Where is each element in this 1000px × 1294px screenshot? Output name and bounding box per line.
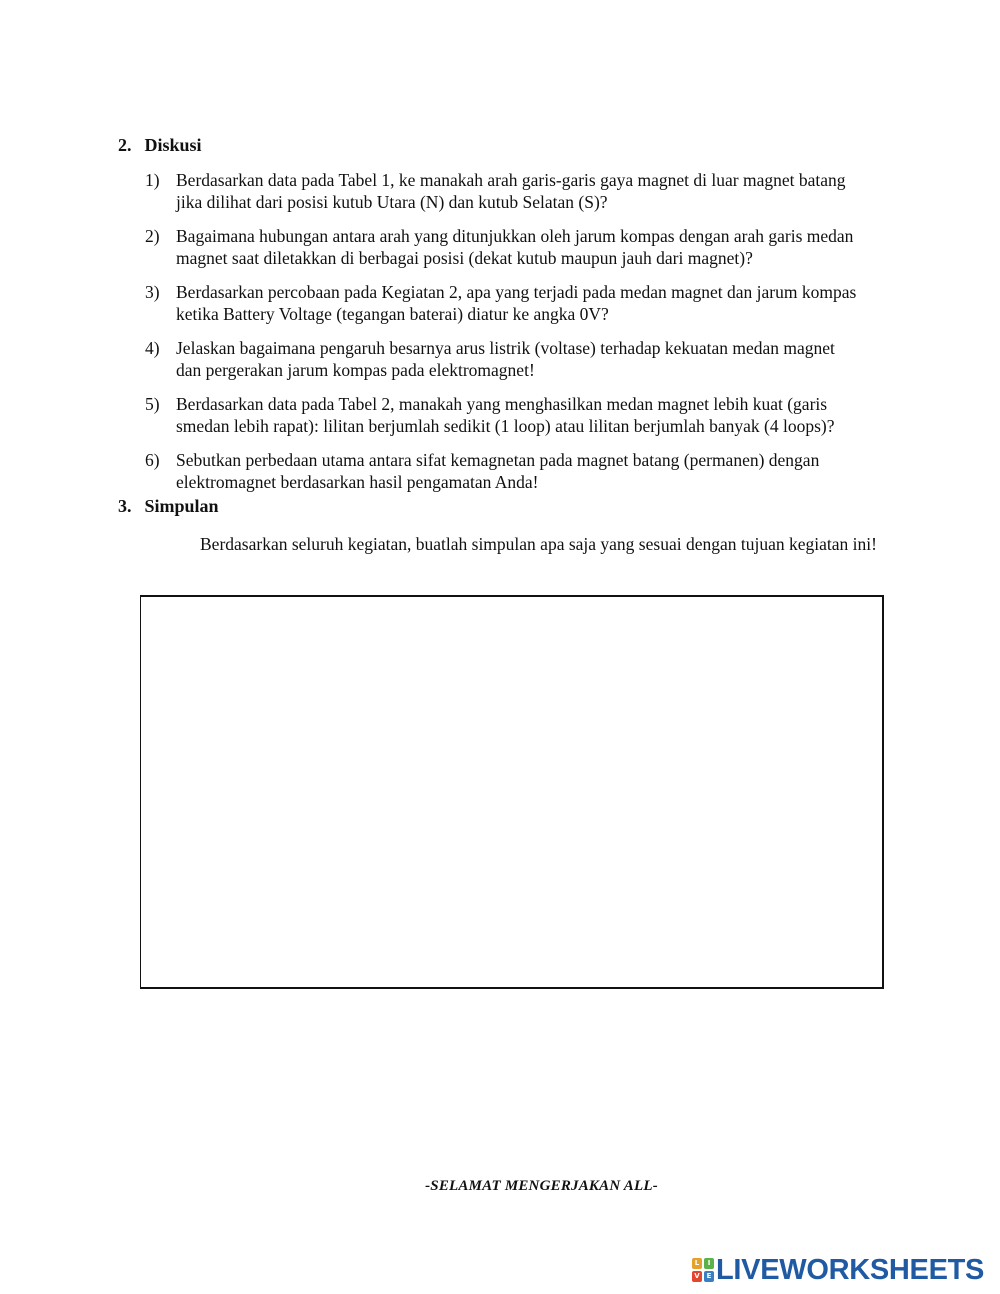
brand-name: LIVEWORKSHEETS — [716, 1254, 985, 1286]
discussion-question — [145, 169, 945, 213]
conclusion-instruction: Berdasarkan seluruh kegiatan, buatlah simpulan apa saja yang sesuai dengan tujuan kegiatan ini! — [200, 534, 877, 554]
discussion-question — [145, 393, 945, 437]
question-text-line: Berdasarkan data pada Tabel 1, ke manakah arah garis-garis gaya magnet di luar magnet batang — [176, 170, 846, 190]
section-title: Simpulan — [144, 496, 219, 516]
question-text-line: jika dilihat dari posisi kutub Utara (N) dan kutub Selatan (S)? — [176, 192, 608, 212]
question-text-line: Sebutkan perbedaan utama antara sifat kemagnetan pada magnet batang (permanen) dengan — [176, 450, 820, 470]
section-number: 2. — [118, 135, 132, 155]
logo-square: V — [692, 1271, 702, 1282]
logo-square: I — [704, 1258, 714, 1269]
question-number: 6) — [145, 450, 160, 470]
liveworksheets-brand[interactable] — [692, 1252, 984, 1288]
question-number: 5) — [145, 394, 160, 414]
question-text-line: magnet saat diletakkan di berbagai posisi (dekat kutub maupun jauh dari magnet)? — [176, 248, 753, 268]
closing-message: -SELAMAT MENGERJAKAN ALL- — [425, 1178, 658, 1194]
conclusion-answer-box[interactable] — [140, 595, 884, 989]
question-text-line: dan pergerakan jarum kompas pada elektromagnet! — [176, 360, 535, 380]
question-text-line: Berdasarkan data pada Tabel 2, manakah yang menghasilkan medan magnet lebih kuat (garis — [176, 394, 828, 414]
section-title: Diskusi — [144, 135, 202, 155]
question-text-line: elektromagnet berdasarkan hasil pengamatan Anda! — [176, 472, 539, 492]
question-number: 1) — [145, 170, 160, 190]
logo-square: E — [704, 1271, 714, 1282]
discussion-question — [145, 225, 945, 269]
question-text-line: smedan lebih rapat): lilitan berjumlah sedikit (1 loop) atau lilitan berjumlah banyak (4 loops)? — [176, 416, 835, 436]
section-heading-simpulan — [118, 495, 219, 517]
question-text-line: Bagaimana hubungan antara arah yang ditunjukkan oleh jarum kompas dengan arah garis medan — [176, 226, 854, 246]
discussion-question — [145, 337, 945, 381]
discussion-question-list — [145, 169, 945, 505]
logo-square: L — [692, 1258, 702, 1269]
discussion-question — [145, 449, 945, 493]
section-number: 3. — [118, 496, 132, 516]
question-number: 3) — [145, 282, 160, 302]
section-heading-diskusi — [118, 134, 202, 156]
liveworksheets-logo-icon — [692, 1258, 714, 1282]
question-text-line: Jelaskan bagaimana pengaruh besarnya arus listrik (voltase) terhadap kekuatan medan magnet — [176, 338, 835, 358]
question-text-line: Berdasarkan percobaan pada Kegiatan 2, apa yang terjadi pada medan magnet dan jarum kompas — [176, 282, 857, 302]
question-number: 4) — [145, 338, 160, 358]
discussion-question — [145, 281, 945, 325]
question-text-line: ketika Battery Voltage (tegangan baterai) diatur ke angka 0V? — [176, 304, 609, 324]
question-number: 2) — [145, 226, 160, 246]
